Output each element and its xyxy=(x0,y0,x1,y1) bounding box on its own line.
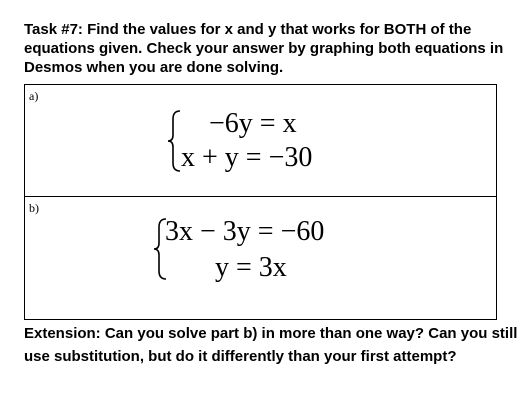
system-a xyxy=(167,107,387,179)
extension-line-2: use substitution, but do it differently than your first attempt? xyxy=(24,348,457,365)
equation-b-2: y = 3x xyxy=(215,252,287,283)
instructions-line-1: Task #7: Find the values for x and y that works for BOTH of the xyxy=(24,21,472,38)
equation-a-2: x + y = −30 xyxy=(181,142,313,173)
system-b xyxy=(153,215,393,287)
part-a-label: a) xyxy=(29,89,39,103)
equation-a-1: −6y = x xyxy=(209,108,297,139)
extension-line-1: Extension: Can you solve part b) in more than one way? Can you still xyxy=(24,325,518,342)
part-b-label: b) xyxy=(29,201,39,215)
task-instructions xyxy=(24,20,504,77)
problem-b-box xyxy=(24,196,497,320)
equation-b-1: 3x − 3y = −60 xyxy=(165,216,325,247)
problem-a-box xyxy=(24,84,497,197)
instructions-line-2: equations given. Check your answer by graphing both equations in xyxy=(24,40,504,57)
extension-prompt xyxy=(24,322,518,368)
instructions-line-3: Desmos when you are done solving. xyxy=(24,59,284,76)
